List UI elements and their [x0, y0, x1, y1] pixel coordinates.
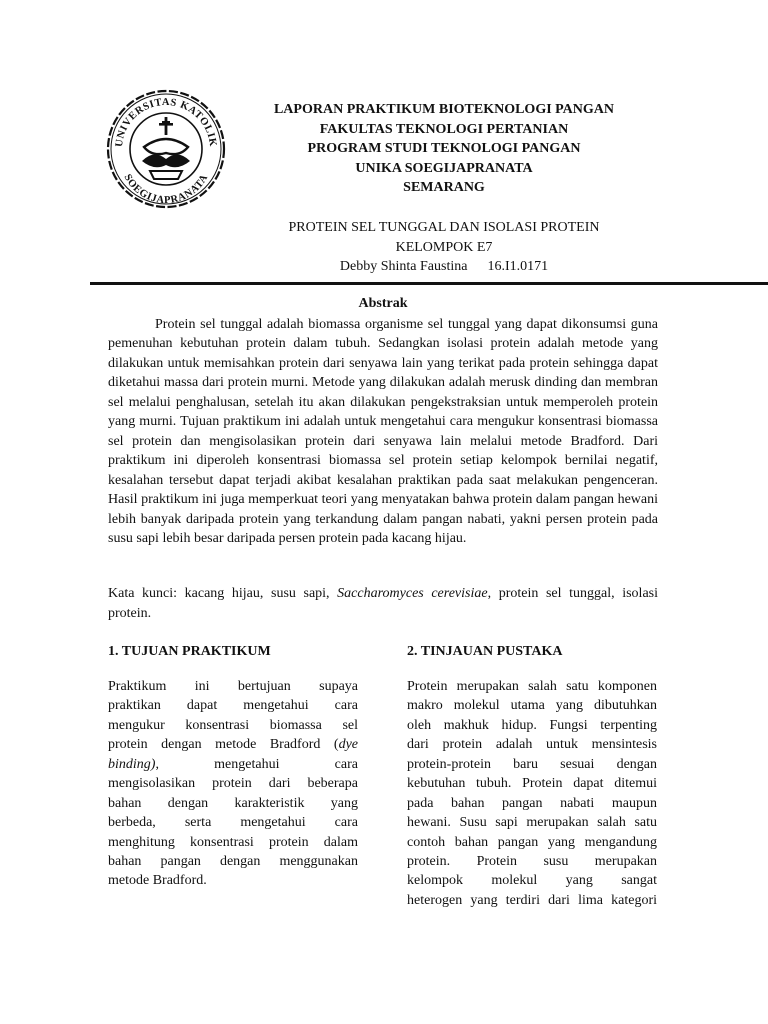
header-divider: [90, 282, 768, 285]
keywords: [108, 584, 658, 623]
section-2-line: contoh bahan pangan yang mengandung: [407, 834, 657, 850]
section-1-line: bahan dengan karakteristik yang: [108, 795, 358, 811]
after-binding: , mengetahui cara: [155, 756, 358, 772]
header-line-3: PROGRAM STUDI TEKNOLOGI PANGAN: [307, 141, 581, 156]
header-line-4: UNIKA SOEGIJAPRANATA: [355, 160, 533, 176]
author-name: Debby Shinta Faustina: [339, 259, 468, 274]
author-line: [230, 257, 658, 277]
section-2-line: hewani. Susu sapi merupakan salah satu: [407, 815, 657, 831]
section-2-line: pada bahan pangan nabati maupun: [407, 795, 657, 811]
header-line-2: FAKULTAS TEKNOLOGI PERTANIAN: [319, 121, 569, 137]
section-1-line: bahan pangan dengan menggunakan: [108, 853, 358, 869]
section-2-line: dari protein adalah untuk mensintesis: [407, 737, 657, 753]
section-1-line-with-italic: [108, 735, 358, 754]
section-2-line: Protein merupakan salah satu komponen: [407, 679, 657, 694]
section-1-body: [108, 677, 358, 891]
section-2-heading: 2. TINJAUAN PUSTAKA: [407, 644, 563, 659]
abstract-text: Protein sel tunggal adalah biomassa organisme sel tunggal yang dapat dikonsumsi guna pemenuhan kebutuhan protein dalam tubuh. Sedangkan isolasi protein adalah metode yang dilakukan untuk memisahkan protein dari senyawa lain yang terikat pada protein sehingga dapat diketahui massa dari protein murni. Metode yang dilakukan adalah merusk dinding dan membran sel melalui penghalusan, setelah itu akan dilakukan pengekstraksian untuk memperoleh protein yang murni. Tujuan praktikum ini adalah untuk mengetahui cara mengukur konsentrasi biomassa sel protein dan mengisolasikan protein dari senyawa lain melalui metode Bradford. Dari praktikum ini diperoleh konsentrasi biomassa sel protein setiap kelompok bernilai negatif, kesalahan tersebut dapat terjadi akibat kesalahan praktikan pada saat melakukan pengenceran. Hasil praktikum ini juga memperkuat teori yang menyatakan bahwa protein dalam pangan hewani lebih banyak daripada protein yang terkandung dalam pangan nabati, yakni persen protein pada susu sapi lebih besar daripada persen protein pada kacang hijau.: [108, 317, 658, 546]
group-label: KELOMPOK E7: [395, 239, 493, 255]
section-2-line: kelompok molekul yang sangat: [407, 873, 657, 889]
header-line-5: SEMARANG: [403, 180, 485, 195]
section-1-line: berbeda, serta mengetahui cara: [108, 815, 358, 831]
university-seal-icon: [92, 87, 240, 211]
section-2-body: [407, 677, 657, 910]
keywords-italic: Saccharomyces cerevisiae: [337, 586, 488, 601]
section-1-line: mengukur konsentrasi biomassa sel: [108, 717, 358, 733]
section-2-line: oleh makhuk hidup. Fungsi terpenting: [407, 717, 657, 733]
keywords-prefix: Kata kunci: kacang hijau, susu sapi,: [108, 586, 338, 601]
italic-binding: binding): [108, 756, 156, 772]
abstract-heading: Abstrak: [358, 296, 408, 311]
section-2-line: makro molekul utama yang dibutuhkan: [407, 698, 657, 714]
header-line-1: LAPORAN PRAKTIKUM BIOTEKNOLOGI PANGAN: [273, 102, 615, 117]
keywords-suffix: , protein sel tunggal, isolasi protein.: [108, 586, 658, 621]
seal-text-top: UNIVERSITAS KATOLIK: [113, 96, 219, 148]
student-id: 16.I1.0171: [487, 259, 549, 274]
section-2-line: kebutuhan tubuh. Protein dapat ditemui: [407, 776, 657, 792]
italic-dye: dye: [338, 737, 358, 753]
section-2-line: heterogen yang terdiri dari lima kategori: [407, 892, 657, 908]
report-title: PROTEIN SEL TUNGGAL DAN ISOLASI PROTEIN: [288, 220, 600, 235]
section-1-heading: 1. TUJUAN PRAKTIKUM: [108, 644, 271, 659]
section-1-line: praktikan dapat mengetahui cara: [108, 698, 358, 714]
section-1-line: menghitung konsentrasi protein dalam: [108, 834, 358, 850]
section-1-line-text: protein dengan metode Bradford (: [108, 737, 339, 753]
svg-text:SOEGIJAPRANATA: [122, 172, 211, 206]
section-1-line: Praktikum ini bertujuan supaya: [108, 679, 358, 694]
section-1-line: mengisolasikan protein dari beberapa: [108, 776, 358, 792]
abstract-body: [108, 315, 658, 548]
section-2-line: protein. Protein susu merupakan: [407, 853, 657, 869]
seal-text-bottom: SOEGIJAPRANATA: [121, 172, 211, 207]
report-header: [250, 100, 638, 198]
report-subhead: [230, 218, 658, 277]
section-1-line-binding: [108, 755, 358, 774]
section-2-line: protein-protein baru sesuai dengan: [407, 756, 657, 772]
section-1-line: metode Bradford.: [108, 873, 207, 889]
